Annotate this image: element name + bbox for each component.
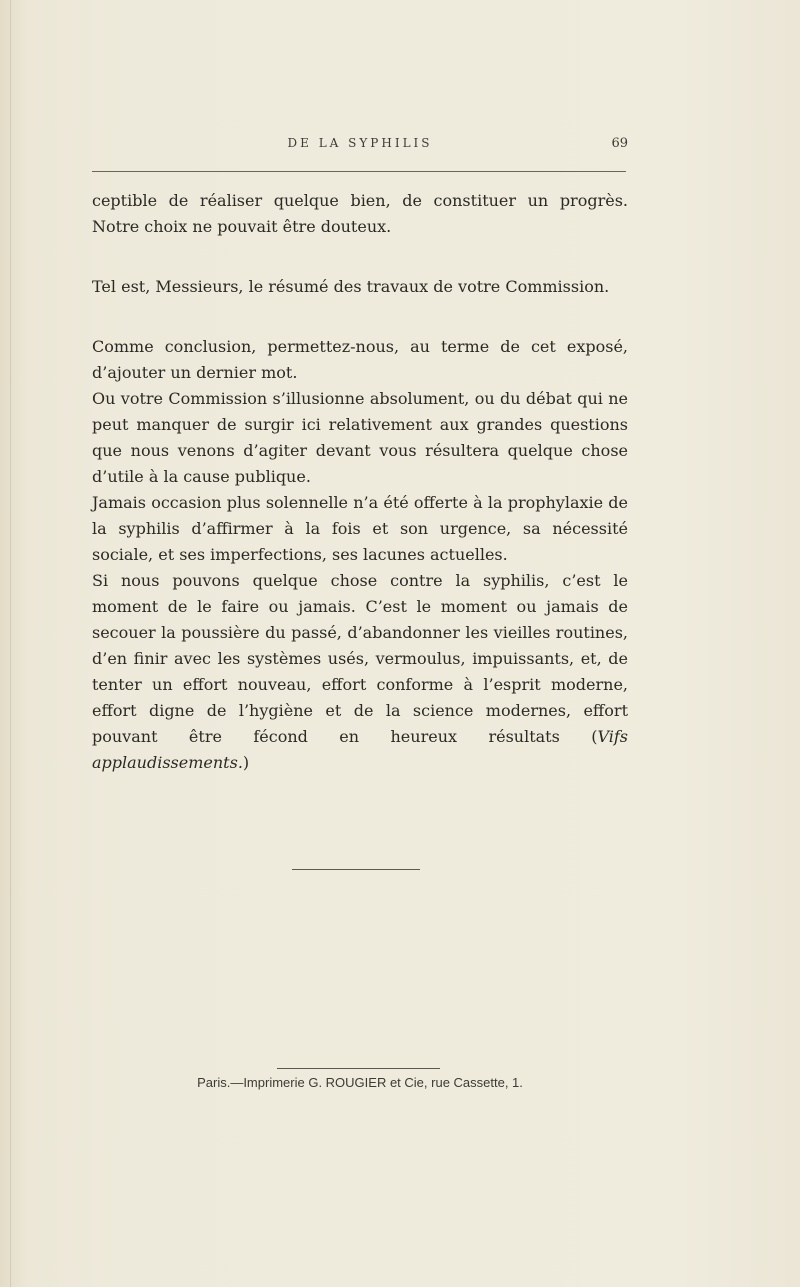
- body-text: [92, 188, 628, 776]
- end-rule: [292, 869, 420, 870]
- printer-imprint: Paris.—Imprimerie G. ROUGIER et Cie, rue Cassette, 1.: [197, 1075, 523, 1090]
- paragraph-continuation: ceptible de réaliser quelque bien, de constituer un progrès. Notre choix ne pouvait être douteux.: [92, 191, 628, 236]
- page-header: [92, 136, 628, 160]
- paragraph-summary: Tel est, Messieurs, le résumé des travaux de votre Commission.: [92, 277, 610, 296]
- paragraph-final-text: Si nous pouvons quelque chose contre la syphilis, c’est le moment de le faire ou jamais. C’est le moment ou jamais de secouer la poussière du passé, d’abandonner les vieilles routines, d’en finir avec les systèmes usés, vermoulus, impuissants, et, de tenter un effort nouveau, effort conforme à l’esprit moderne, effort digne de l’hygiène et de la science modernes, effort pouvant être fécond en heureux résultats (: [92, 571, 628, 746]
- paragraph-conclusion: Comme conclusion, permettez-nous, au terme de cet exposé, d’ajouter un dernier mot.: [92, 337, 628, 382]
- paragraph-occasion: Jamais occasion plus solennelle n’a été offerte à la prophylaxie de la syphilis d’affirmer à la fois et son urgence, sa nécessité sociale, et ses imperfections, ses lacunes actuelles.: [92, 493, 628, 564]
- header-rule: [92, 171, 626, 172]
- running-title: DE LA SYPHILIS: [287, 136, 433, 150]
- paragraph-final: [92, 568, 628, 776]
- page-number: 69: [611, 136, 628, 151]
- paragraph-commission: Ou votre Commission s’illusionne absolument, ou du débat qui ne peut manquer de surgir ici relativement aux grandes questions que nous venons d’agiter devant vous résultera quelque chose d’utile à la cause publique.: [92, 389, 628, 486]
- applause-close: ): [242, 753, 250, 772]
- applause-note: Vifs applaudissements.: [92, 727, 628, 772]
- page-edge-shadow: [10, 0, 11, 1287]
- imprint-rule: [277, 1068, 440, 1069]
